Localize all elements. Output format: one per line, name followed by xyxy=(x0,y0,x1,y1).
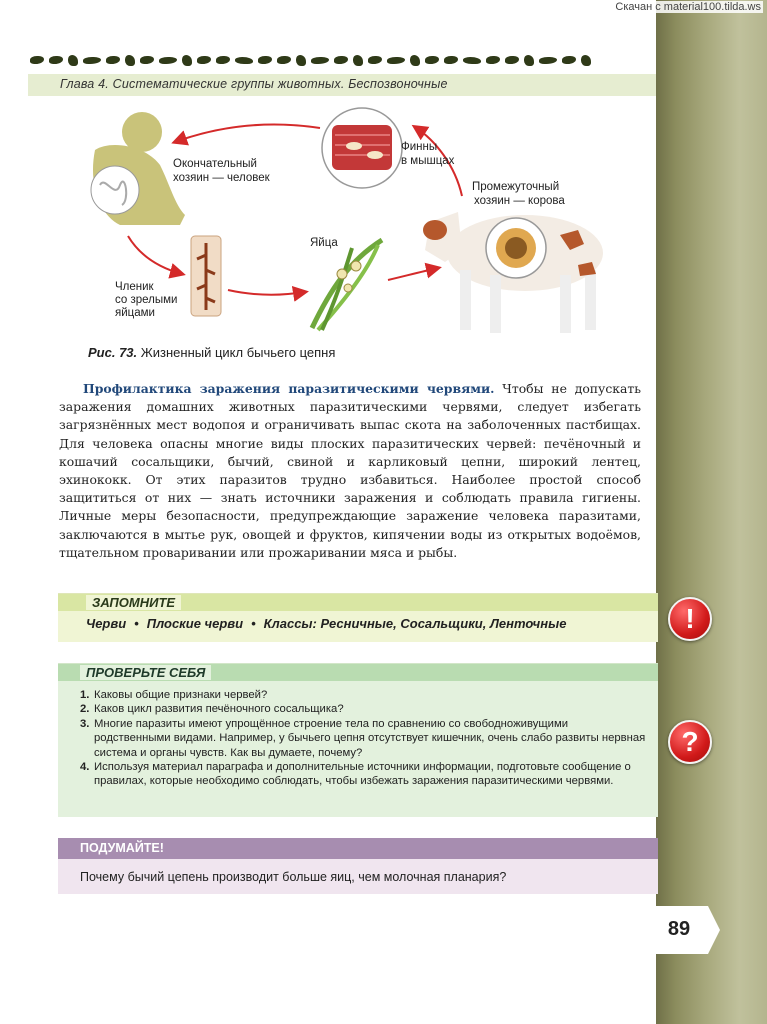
article-paragraph xyxy=(59,380,641,562)
self-check-title: ПРОВЕРЬТЕ СЕБЯ xyxy=(80,665,211,680)
label-final-host: Окончательный xyxy=(173,158,257,170)
remember-term: Классы: Ресничные, Сосальщики, Ленточные xyxy=(263,616,567,631)
page-number: 89 xyxy=(667,918,691,940)
remember-terms xyxy=(86,616,566,631)
remember-term: Черви xyxy=(86,616,127,631)
remember-header xyxy=(58,594,658,611)
label-finns: Финны xyxy=(401,141,438,153)
label-final-host-2: хозяин — человек xyxy=(173,172,270,184)
think-title: ПОДУМАЙТЕ! xyxy=(80,841,164,855)
proglottid-illustration xyxy=(191,236,221,316)
think-box xyxy=(58,838,658,894)
page-number-tab xyxy=(646,906,722,954)
muscle-finns-illustration xyxy=(322,108,402,188)
chapter-title: Глава 4. Систематические группы животных. Беспозвоночные xyxy=(60,77,448,91)
article-lead: Профилактика заражения паразитическими червями. xyxy=(83,381,495,396)
self-check-header xyxy=(58,664,658,681)
label-segment-3: яйцами xyxy=(115,307,155,319)
figure-caption-text: Жизненный цикл бычьего цепня xyxy=(137,345,336,360)
article-text: Чтобы не допускать заражения домашних животных паразитическими червями, следует избегать загрязнённых мест водопоя и ограничивать выпас скота на заболоченных пастбищах. Для человека опасны многие виды плоских паразитических червей: печёночный и кошачий сосальщики, бычий, свиной и карликовый цепни, широкий лентец, эхинококк. От этих паразитов трудно избавиться. Наиболее простой способ защититься от них — знать источники заражения и соблюдать правила гигиены. Личные меры безопасности, предупреждающие заражение человека паразитами, заключаются в мытье рук, овощей и фруктов, кипячении воды из открытых водоёмов, тщательном проваривании или прожаривании мяса и рыбы. xyxy=(59,381,641,560)
remember-box xyxy=(58,593,658,642)
figure-number: Рис. 73. xyxy=(88,345,138,360)
list-item: 2. Каков цикл развития печёночного сосальщика? xyxy=(80,703,344,716)
separator-dot: • xyxy=(134,616,139,631)
self-check-box xyxy=(58,663,658,817)
watermark: Скачан с material100.tilda.ws xyxy=(615,1,761,13)
question-icon: ? xyxy=(668,720,712,764)
think-header xyxy=(58,838,658,859)
human-host-illustration xyxy=(91,112,185,225)
label-segment-2: со зрелыми xyxy=(115,294,178,306)
book-spine xyxy=(656,0,767,1024)
eggs-on-grass-illustration xyxy=(312,240,382,330)
label-intermediate-host: Промежуточный xyxy=(472,181,560,193)
label-segment: Членик xyxy=(115,281,154,293)
figure-caption xyxy=(88,345,335,360)
list-item: 3. Многие паразиты имеют упрощённое строение тела по сравнению со свободноживущими родственными видами. Например, у бычьего цепня отсутствует кишечник, очень слабо развиты нервная система и органы чувств. Как вы думаете, почему? xyxy=(80,717,646,759)
cow-host-illustration xyxy=(423,212,603,333)
remember-title: ЗАПОМНИТЕ xyxy=(86,595,181,610)
label-intermediate-host-2: хозяин — корова xyxy=(474,195,565,207)
separator-dot: • xyxy=(251,616,256,631)
self-check-questions xyxy=(80,688,646,789)
list-item: 4. Используя материал параграфа и дополнительные источники информации, подготовьте сообщение о правилах, которые необходимо соблюдать, чтобы избежать заражения паразитическими червями. xyxy=(80,761,631,788)
lifecycle-diagram xyxy=(0,0,656,360)
label-eggs: Яйца xyxy=(310,237,338,249)
exclamation-icon: ! xyxy=(668,597,712,641)
remember-term: Плоские черви xyxy=(146,616,244,631)
think-question: Почему бычий цепень производит больше яиц, чем молочная планария? xyxy=(80,870,507,884)
list-item: 1. Каковы общие признаки червей? xyxy=(80,689,268,701)
label-finns-2: в мышцах xyxy=(401,155,455,167)
